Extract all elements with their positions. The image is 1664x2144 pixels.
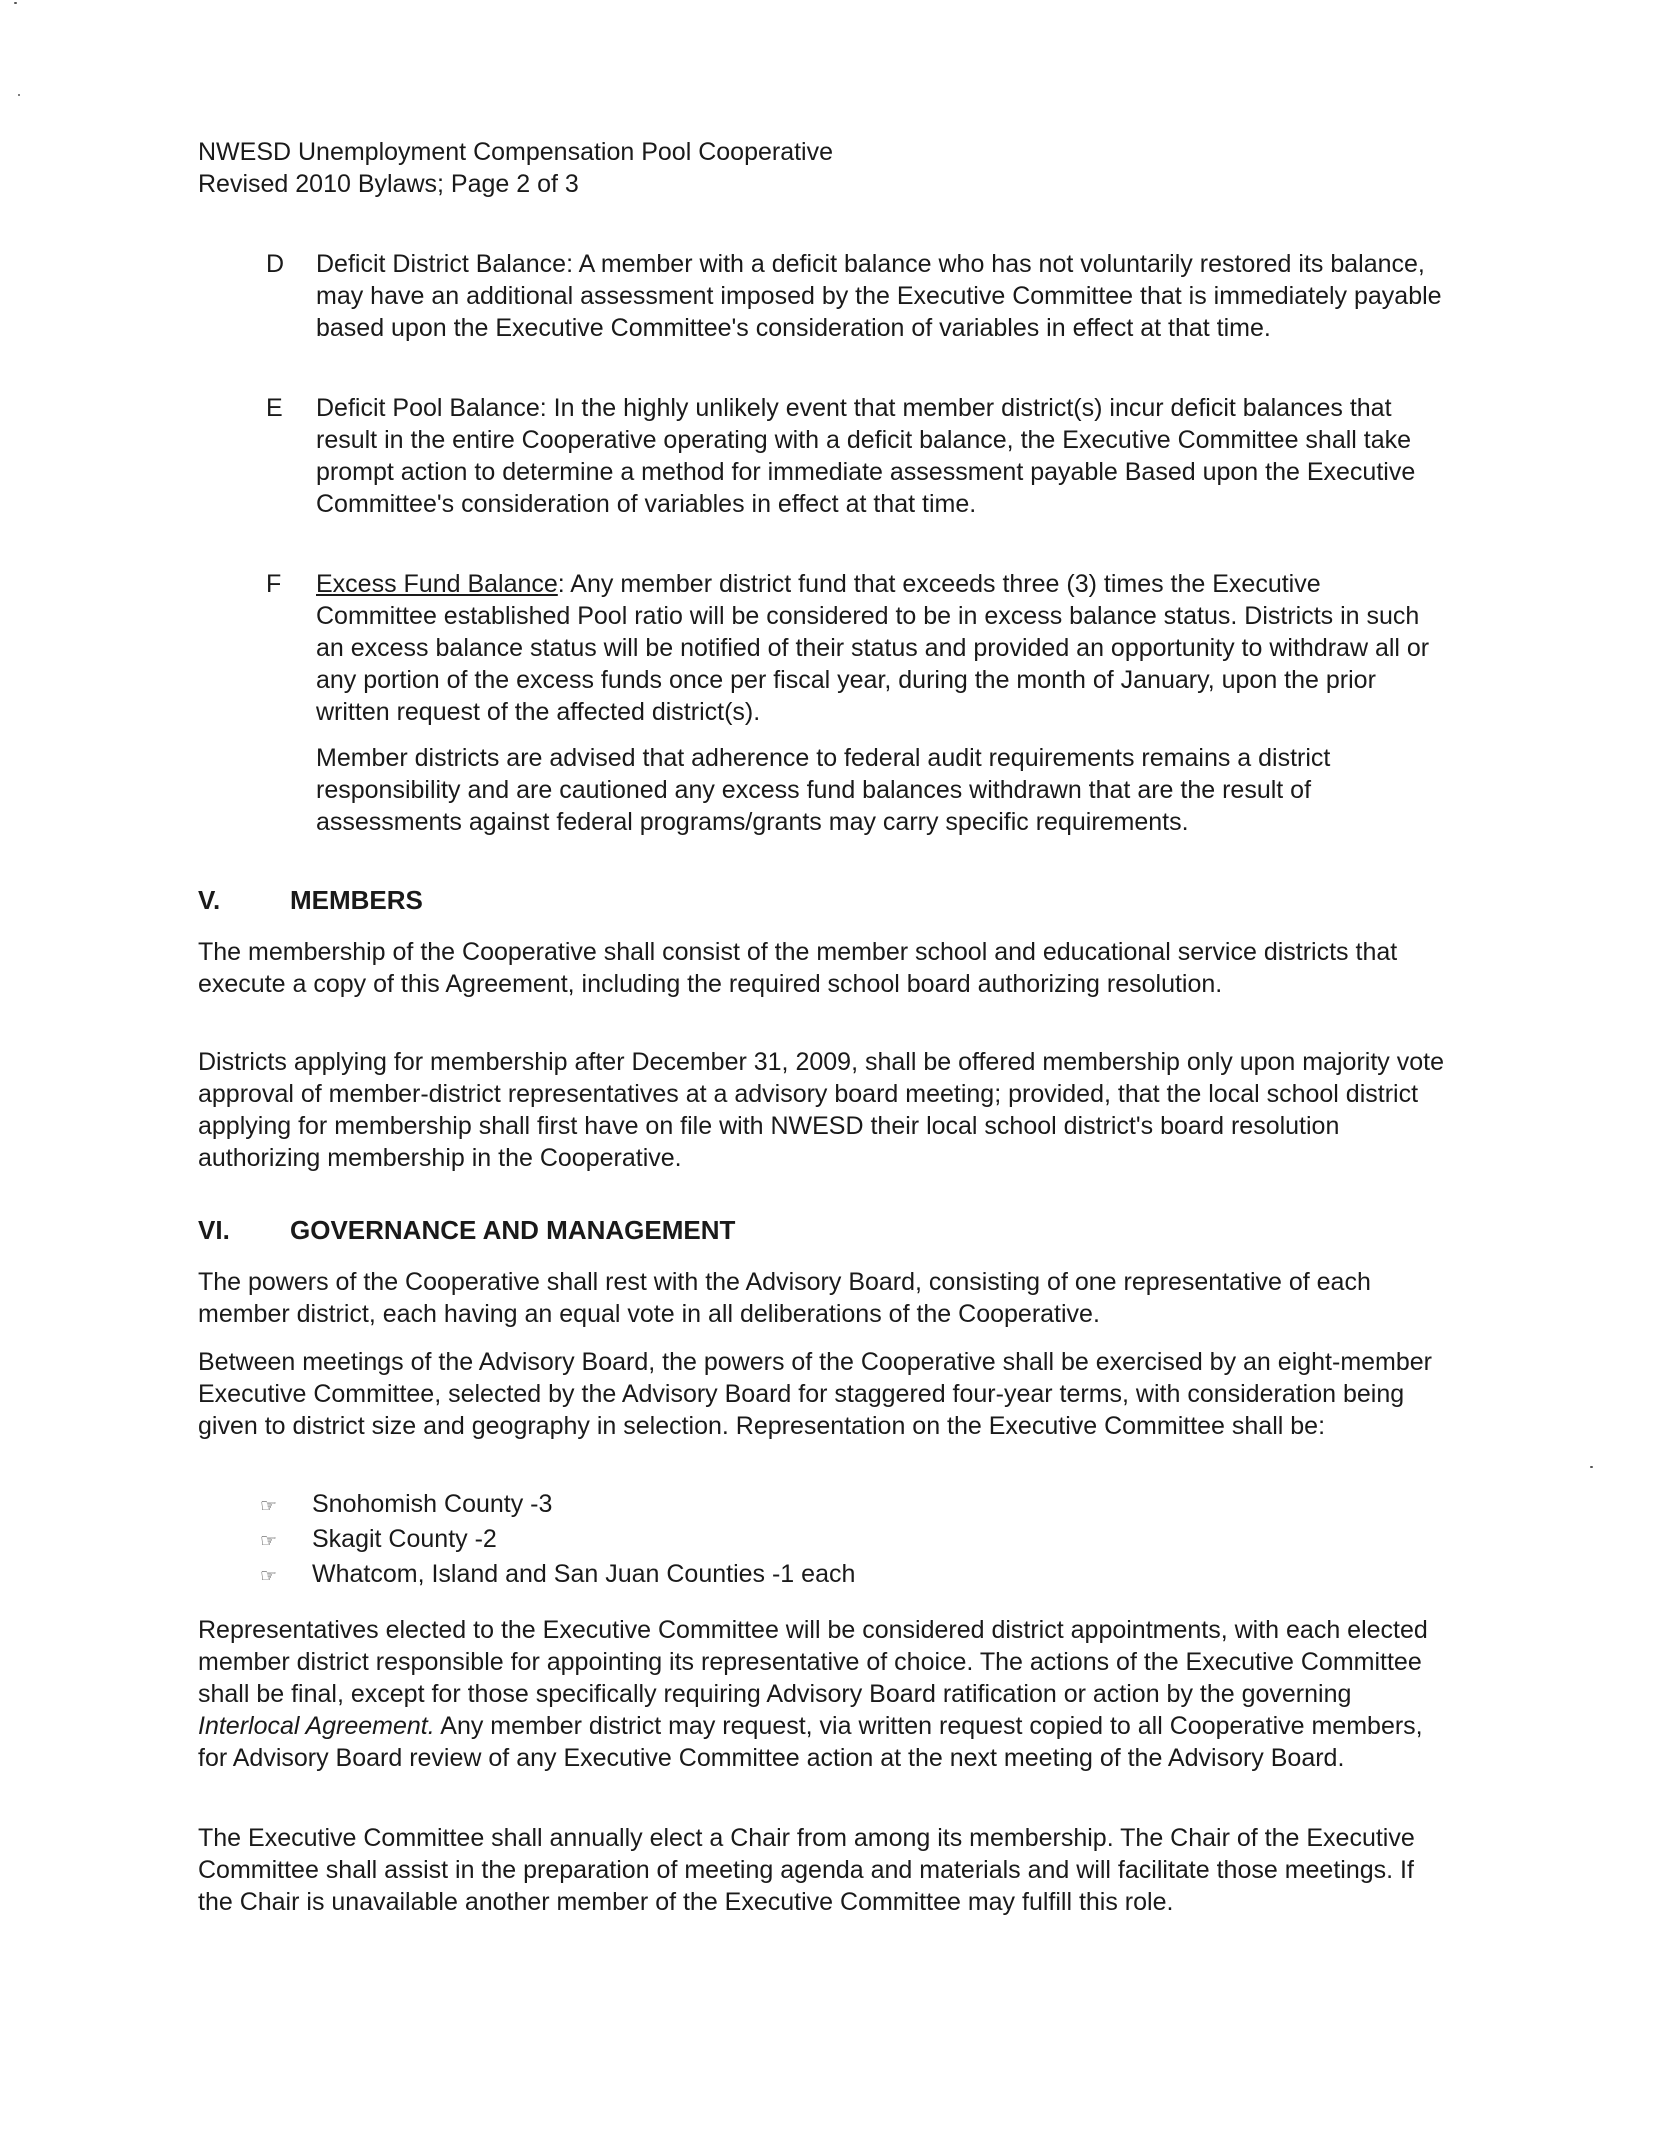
pointing-hand-icon: ☞ [260, 1531, 278, 1552]
list-item-text: Snohomish County -3 [312, 1490, 553, 1518]
section-number: V. [198, 885, 221, 915]
paragraph-text: Representatives elected to the Executive Committee will be considered district appointments, with each elected member district responsible for appointing its representative of choice. The actions of the Executive Committee shall be final, except for those specifically requiring Advisory Board ratification or action by the governing [198, 1616, 1428, 1708]
governance-paragraph-1: The powers of the Cooperative shall rest with the Advisory Board, consisting of one representative of each member district, each having an equal vote in all deliberations of the Cooperative. [198, 1268, 1371, 1328]
item-text [316, 568, 1446, 728]
list-item [260, 1523, 855, 1558]
header-title: NWESD Unemployment Compensation Pool Cooperative [198, 138, 834, 166]
list-item [260, 1558, 855, 1593]
interlocal-agreement-reference: Interlocal Agreement. [198, 1712, 435, 1740]
item-letter: F [266, 570, 282, 598]
list-item-text: Whatcom, Island and San Juan Counties -1 each [312, 1560, 856, 1588]
section-title: GOVERNANCE AND MANAGEMENT [290, 1215, 736, 1245]
scan-speck [1590, 1466, 1593, 1468]
members-paragraph-1: The membership of the Cooperative shall consist of the member school and educational service districts that execute a copy of this Agreement, including the required school board authorizing resolution. [198, 938, 1398, 998]
item-title: Excess Fund Balance [316, 570, 558, 598]
paragraph-text: Any member district may request, via written request copied to all Cooperative members, for Advisory Board review of any Executive Committee action at the next meeting of the Advisory Board. [198, 1712, 1423, 1772]
members-paragraph-2: Districts applying for membership after December 31, 2009, shall be offered membership only upon majority vote approval of member-district representatives at a advisory board meeting; provided, that the local school district applying for membership shall first have on file with NWESD their local school district's board resolution authorizing membership in the Cooperative. [198, 1048, 1444, 1172]
item-body: : Any member district fund that exceeds three (3) times the Executive Committee established Pool ratio will be considered to be in excess balance status. Districts in such an excess balance status will be notified of their status and provided an opportunity to withdraw all or any portion of the excess funds once per fiscal year, during the month of January, upon the prior written request of the affected district(s). [316, 570, 1430, 726]
document-header [198, 136, 833, 200]
pointing-hand-icon: ☞ [260, 1496, 278, 1517]
item-text: Deficit Pool Balance: In the highly unlikely event that member district(s) incur deficit balances that result in the entire Cooperative operating with a deficit balance, the Executive Committee shall take prompt action to determine a method for immediate assessment payable Based upon the Executive Committee's consideration of variables in effect at that time. [316, 394, 1416, 518]
scan-speck [18, 94, 20, 96]
section-number: VI. [198, 1215, 230, 1245]
governance-paragraph-3 [198, 1614, 1454, 1774]
list-item [260, 1488, 855, 1523]
item-f [266, 568, 1446, 728]
item-letter: D [266, 250, 285, 278]
item-d [266, 248, 1446, 344]
pointing-hand-icon: ☞ [260, 1566, 278, 1587]
item-text: Deficit District Balance: A member with a deficit balance who has not voluntarily restored its balance, may have an additional assessment imposed by the Executive Committee that is immediately payable based upon the Executive Committee's consideration of variables in effect at that time. [316, 250, 1442, 342]
representation-list [260, 1488, 855, 1593]
item-e [266, 392, 1446, 520]
scan-speck [14, 2, 17, 4]
item-letter: E [266, 394, 283, 422]
section-title: MEMBERS [290, 885, 423, 915]
item-f-note: Member districts are advised that adherence to federal audit requirements remains a district responsibility and are cautioned any excess fund balances withdrawn that are the result of assessments against federal programs/grants may carry specific requirements. [316, 744, 1331, 836]
governance-paragraph-2: Between meetings of the Advisory Board, the powers of the Cooperative shall be exercised by an eight-member Executive Committee, selected by the Advisory Board for staggered four-year terms, with consideration being given to district size and geography in selection. Representation on the Executive Committee shall be: [198, 1348, 1433, 1440]
header-subtitle: Revised 2010 Bylaws; Page 2 of 3 [198, 170, 579, 198]
section-heading-governance [198, 1214, 735, 1246]
governance-paragraph-4: The Executive Committee shall annually elect a Chair from among its membership. The Chair of the Executive Committee shall assist in the preparation of meeting agenda and materials and will facilitate those meetings. If the Chair is unavailable another member of the Executive Committee may fulfill this role. [198, 1824, 1415, 1916]
section-heading-members [198, 884, 423, 916]
list-item-text: Skagit County -2 [312, 1525, 497, 1553]
